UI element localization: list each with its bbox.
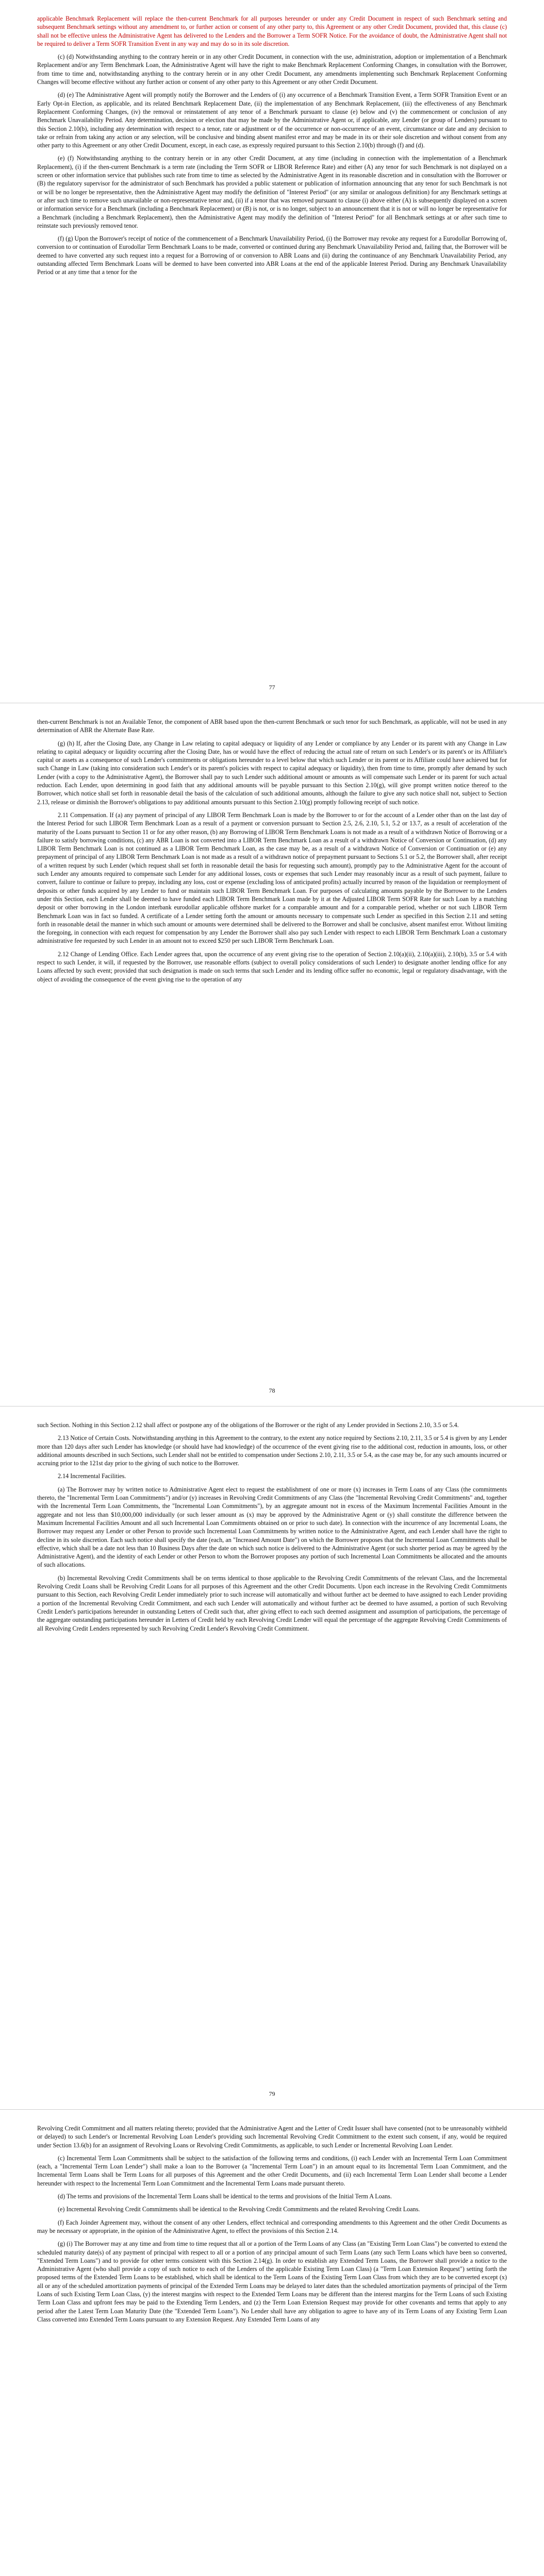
paragraph: (c) Incremental Term Loan Commitments shall be subject to the satisfaction of the following terms and conditions, (i) each Lender with an Incremental Term Loan Commitment (each, a "Incremental Term Loan Lender") shall make a loan to the Borrower (a "Incremental Term Loan") in an amount equal to its Incremental Term Loan Commitment, and the Incremental Term Loans shall be Term Loans for all purposes of this Agreement and the other Credit Documents, and (ii) each Incremental Term Loan Lender shall become a Lender hereunder with respect to the Incremental Term Loan Commitment and the Incremental Term Loans made pursuant thereto. (37, 2154, 507, 2187)
paragraph: (f) Each Joinder Agreement may, without the consent of any other Lenders, effect technical and corresponding amendments to this Agreement and the other Credit Documents as may be necessary or appropriate, in the opinion of the Administrative Agent, to effect the provisions of this Section 2.14. (37, 2218, 507, 2234)
paragraph: (g) (i) The Borrower may at any time and from time to time request that all or a portion of the Term Loans of any Class (an "Existing Term Loan Class") be converted to extend the scheduled maturity date(s) of any payment of principal with respect to all or a portion of any principal amount of such Term Loans (any such Term Loans which have been so converted, "Extended Term Loans") and to provide for other terms consistent with this Section 2.14(g). In order to establish any Extended Term Loans, the Borrower shall provide a notice to the Administrative Agent (who shall provide a copy of such notice to each of the Lenders of the applicable Existing Term Loan Class) (a "Term Loan Extension Request") setting forth the proposed terms of the Extended Term Loans to be established, which shall be identical to the Term Loans of the Existing Term Loan Class from which they are to be converted except (x) all or any of the scheduled amortization payments of principal of the Extended Term Loans may be delayed to later dates than the scheduled amortization payments of principal of the Term Loans of such Existing Term Loan Class, (y) the interest margins with respect to the Extended Term Loans may be different than the interest margins for the Term Loans of such Existing Term Loan Class and upfront fees may be paid to the Extending Term Lenders, and (z) the Term Loan Extension Request may provide for other covenants and terms that apply to any period after the Latest Term Loan Maturity Date (the "Extended Term Loans"). No Lender shall have any obligation to agree to have any of its Term Loans of any Existing Term Loan Class converted into Extended Term Loans pursuant to any Extension Request. Any Extended Term Loans of any (37, 2240, 507, 2323)
paragraph: such Section. Nothing in this Section 2.12 shall affect or postpone any of the obligations of the Borrower or the right of any Lender provided in Sections 2.10, 3.5 or 5.4. (37, 1421, 459, 1429)
paragraph: (g) (h) If, after the Closing Date, any Change in Law relating to capital adequacy or liquidity of any Lender or compliance by any Lender or its parent with any Change in Law relating to capital adequacy or liquidity occurring after the Closing Date, has or would have the effect of reducing the actual rate of return on such Lender's or its parent's or its Affiliate's capital or assets as a consequence of such Lender's commitments or obligations hereunder to a level below that which such Lender or its parent or its Affiliate could have achieved but for such Change in Law (taking into consideration such Lender's or its parent's policies with respect to capital adequacy or liquidity), then from time to time, promptly after demand by such Lender (with a copy to the Administrative Agent), the Borrower shall pay to such Lender such additional amount or amounts as will compensate such Lender or its parent for such actual reduction. Each Lender, upon determining in good faith that any additional amounts will be payable pursuant to this Section 2.10(g), will give prompt written notice thereof to the Borrower, which notice shall set forth in reasonable detail the basis of the calculation of such additional amounts, although the failure to give any such notice shall not, subject to Section 2.13, release or diminish the Borrower's obligations to pay additional amounts pursuant to this Section 2.10(g) promptly following receipt of such notice. (37, 739, 507, 806)
paragraph: (e) (f) Notwithstanding anything to the contrary herein or in any other Credit Document, at any time (including in connection with the implementation of a Benchmark Replacement), (i) if the then-current Benchmark is a term rate (including the Term SOFR or LIBOR Reference Rate) and either (A) any tenor for such Benchmark is not displayed on a screen or other information service that publishes such rate from time to time as selected by the Administrative Agent in its reasonable discretion and in consultation with the Borrower or (B) the regulatory supervisor for the administrator of such Benchmark has provided a public statement or publication of information announcing that any tenor for such Benchmark is not or will be no longer be representative, then the Administrative Agent may modify the definition of "Interest Period" (or any similar or analogous definition) for any Benchmark settings at or after such time to remove such unavailable or non-representative tenor and, (ii) if a tenor that was removed pursuant to clause (i) above either (A) is subsequently displayed on a screen or information service for a Benchmark (including a Benchmark Replacement) or (B) is not, or is no longer, subject to an announcement that it is not or will no longer be representative for a Benchmark (including a Benchmark Replacement), then the Administrative Agent may modify the definition of "Interest Period" for all Benchmark settings at or after such time to reinstate such previously removed tenor. (37, 155, 507, 229)
page-number: 77 (269, 684, 275, 691)
paragraph: (e) Incremental Revolving Credit Commitments shall be identical to the Revolving Credit Commitments and the related Revolving Credit Loans. (58, 2206, 420, 2213)
document-page (0, 2110, 544, 2576)
paragraph: (d) (e) The Administrative Agent will promptly notify the Borrower and the Lenders of (i) any occurrence of a Benchmark Transition Event, a Term SOFR Transition Event or an Early Opt-in Election, as applicable, and its related Benchmark Replacement Date, (ii) the implementation of any Benchmark Replacement, (iii) the effectiveness of any Benchmark Replacement Conforming Changes, (iv) the removal or reinstatement of any tenor of a Benchmark pursuant to clause (e) below and (v) the commencement or conclusion of any Benchmark Unavailability Period. Any determination, decision or election that may be made by the Administrative Agent or, if applicable, any Lender (or group of Lenders) pursuant to this Section 2.10(b), including any determination with respect to a tenor, rate or adjustment or of the occurrence or non-occurrence of an event, circumstance or date and any decision to take or refrain from taking any action or any selection, will be conclusive and binding absent manifest error and may be made in its or their sole discretion and without consent from any other party to this Agreement or any other Credit Document, except, in each case, as expressly required pursuant to this Section 2.10(b) through (f) and (d). (37, 91, 507, 149)
paragraph: (b) Incremental Revolving Credit Commitments shall be on terms identical to those applicable to the Revolving Credit Commitments of the relevant Class, and the Incremental Revolving Credit Loans shall be Revolving Credit Loans for all purposes of this Agreement and the other Credit Documents. Upon each increase in the Revolving Credit Commitments pursuant to this Section, each Revolving Credit Lender immediately prior to such increase will automatically and without further act be deemed to have assigned to each Lender providing a portion of the Incremental Revolving Credit Commitment, and each such Lender will automatically and without further act be deemed to have assumed, a portion of such Revolving Credit Lender's participations hereunder in outstanding Letters of Credit such that, after giving effect to each such deemed assignment and assumption of participations, the percentage of the aggregate outstanding participations hereunder in Letters of Credit held by each Revolving Credit Lender will equal the percentage of the aggregate Revolving Credit Commitments of all Revolving Credit Lenders represented by such Revolving Credit Lender's Revolving Credit Commitment. (37, 1574, 507, 1632)
paragraph: 2.11 Compensation. If (a) any payment of principal of any LIBOR Term Benchmark Loan is made by the Borrower to or for the account of a Lender other than on the last day of the Interest Period for such LIBOR Term Benchmark Loan as a result of a payment or conversion pursuant to Section 2.5, 2.6, 2.10, 5.1, 5.2 or 13.7, as a result of acceleration of the maturity of the Loans pursuant to Section 11 or for any other reason, (b) any Borrowing of LIBOR Term Benchmark Loans is not made as a result of a withdrawn Notice of Borrowing or a failure to satisfy borrowing conditions, (c) any ABR Loan is not converted into a LIBOR Term Benchmark Loan as a result of a withdrawn Notice of Conversion or Continuation, (d) any LIBOR Term Benchmark Loan is not continued as a LIBOR Term Benchmark Loan, as the case may be, as a result of a withdrawn Notice of Conversion or Continuation or (e) any prepayment of principal of any LIBOR Term Benchmark Loan is not made as a result of a withdrawn notice of prepayment pursuant to Sections 5.1 or 5.2, the Borrower shall, after receipt of a written request by such Lender (which request shall set forth in reasonable detail the basis for requesting such amount), promptly pay to the Administrative Agent for the account of such Lender any amounts required to compensate such Lender for any additional losses, costs or expenses that such Lender may reasonably incur as a result of such payment, failure to convert, failure to continue or failure to prepay, including any loss, cost or expense (excluding loss of anticipated profits) actually incurred by reason of the liquidation or reemployment of deposits or other funds acquired by any Lender to fund or maintain such LIBOR Term Benchmark Loan. For purposes of calculating amounts payable by the Borrower to the Lenders under this Section, each Lender shall be deemed to have funded each LIBOR Term Benchmark Loan made by it at the Adjusted LIBOR Term SOFR Rate for such Loan by a matching deposit or other borrowing in the London interbank eurodollar applicable offshore market for a comparable amount and for a comparable period, whether or not such LIBOR Term Benchmark Loan was in fact so funded. A certificate of a Lender setting forth the amount or amounts necessary to compensate such Lender as specified in this Section 2.11 and setting forth in reasonable detail the manner in which such amount or amounts were determined shall be delivered to the Borrower and shall be conclusive, absent manifest error. Without limiting the foregoing, in connection with each request for compensation by any Lender the Borrower shall also pay such Lender with respect to each LIBOR Term Benchmark Loan a customary administrative fee requested by such Lender in an amount not to exceed $250 per such LIBOR Term Benchmark Loan. (37, 811, 507, 945)
document-page (0, 703, 544, 1406)
paragraph: (d) The terms and provisions of the Incremental Term Loans shall be identical to the terms and provisions of the Initial Term A Loans. (58, 2193, 392, 2200)
paragraph: then-current Benchmark is not an Available Tenor, the component of ABR based upon the then-current Benchmark or such tenor for such Benchmark, as applicable, will not be used in any determination of ABR the Alternate Base Rate. (37, 718, 507, 734)
paragraph: Revolving Credit Commitment and all matters relating thereto; provided that the Administrative Agent and the Letter of Credit Issuer shall have consented (not to be unreasonably withheld or delayed) to such Lender's or Incremental Revolving Loan Lender's providing such Incremental Revolving Credit Commitment to the extent such consent, if any, would be required under Section 13.6(b) for an assignment of Revolving Loans or Revolving Credit Commitments, as applicable, to such Lender or Incremental Revolving Loan Lender. (37, 2125, 507, 2149)
paragraph: 2.12 Change of Lending Office. Each Lender agrees that, upon the occurrence of any event giving rise to the operation of Section 2.10(a)(ii), 2.10(a)(iii), 2.10(b), 3.5 or 5.4 with respect to such Lender, it will, if requested by the Borrower, use reasonable efforts (subject to overall policy considerations of such Lender) to designate another lending office for any Loans affected by such event; provided that such designation is made on such terms that such Lender and its lending office suffer no economic, legal or regulatory disadvantage, with the object of avoiding the consequence of the event giving rise to the operation of any (37, 950, 507, 983)
paragraph: 2.14 Incremental Facilities. (58, 1472, 126, 1480)
page-number: 78 (269, 1387, 275, 1394)
paragraph: (c) (d) Notwithstanding anything to the contrary herein or in any other Credit Document, in connection with the use, administration, adoption or implementation of a Benchmark Replacement and/or any Term Benchmark Loan, the Administrative Agent will have the right to make Benchmark Replacement Conforming Changes, in consultation with the Borrower, from time to time and, notwithstanding anything to the contrary herein or in any other Credit Document, any amendments implementing such Benchmark Replacement Conforming Changes will become effective without any further action or consent of any other party to this Agreement or any other Credit Document. (37, 53, 507, 86)
paragraph: (f) (g) Upon the Borrower's receipt of notice of the commencement of a Benchmark Unavailability Period, (i) the Borrower may revoke any request for a Eurodollar Borrowing of, conversion to or continuation of Eurodollar Term Benchmark Loans to be made, converted or continued during any Benchmark Unavailability Period and, failing that, the Borrower will be deemed to have converted any such request into a request for a Borrowing of or conversion to ABR Loans and (ii) during the continuance of any Benchmark Unavailability Period, any outstanding affected Term Benchmark Loans will be deemed to have been converted into ABR Loans at the end of the applicable Interest Period. During any Benchmark Unavailability Period or at any time that a tenor for the (37, 235, 507, 276)
paragraph: 2.13 Notice of Certain Costs. Notwithstanding anything in this Agreement to the contrary, to the extent any notice required by Sections 2.10, 2.11, 3.5 or 5.4 is given by any Lender more than 120 days after such Lender has knowledge (or should have had knowledge) of the occurrence of the event giving rise to the additional cost, reduction in amounts, loss, or other additional amounts described in such Sections, such Lender shall not be entitled to compensation under Sections 2.10, 2.11, 3.5 or 5.4, as the case may be, for any such amounts incurred or accruing prior to the 121st day prior to the giving of such notice to the Borrower. (37, 1434, 507, 1467)
paragraph: applicable Benchmark Replacement will replace the then-current Benchmark for all purposes hereunder or under any Credit Document in respect of such Benchmark setting and subsequent Benchmark settings without any amendment to, or further action or consent of any other party to, this Agreement or any other Credit Document, provided that, this clause (c) shall not be effective unless the Administrative Agent has delivered to the Lenders and the Borrower a Term SOFR Notice. For the avoidance of doubt, the Administrative Agent shall not be required to deliver a Term SOFR Transition Event in any way and may do so in its sole discretion. (37, 15, 507, 47)
page-number: 79 (269, 2090, 275, 2097)
document-page (0, 0, 544, 703)
document-page (0, 1406, 544, 2110)
paragraph: (a) The Borrower may by written notice to Administrative Agent elect to request the establishment of one or more (x) increases in Term Loans of any Class (the commitments thereto, the "Incremental Term Loan Commitments") and/or (y) increases in Revolving Credit Commitments of any Class (the "Incremental Revolving Credit Commitments" and, together with the Incremental Term Loan Commitments, the "Incremental Loan Commitments"), by an aggregate amount not in excess of the Maximum Incremental Facilities Amount in the aggregate and not less than $10,000,000 individually (or such lesser amount as (x) may be approved by the Administrative Agent or (y) shall constitute the difference between the Maximum Incremental Facilities Amount and all such Incremental Loan Commitments obtained on or prior to such date). In connection with the incurrence of any Incremental Loans, the Borrower may request any Lender or other Person to provide such Incremental Loan Commitments by written notice to the Administrative Agent, and each Lender shall have the right to decline in its sole discretion. Each such notice shall specify the date (each, an "Increased Amount Date") on which the Borrower proposes that the Incremental Loan Commitments shall be effective, which shall be a date not less than 10 Business Days after the date on which such notice is delivered to the Administrative Agent (or such shorter period as may be agreed by the Administrative Agent), and the identity of each Lender or other Person to whom the Borrower proposes any portion of such Incremental Loan Commitments be allocated and the amounts of such allocations. (37, 1485, 507, 1569)
